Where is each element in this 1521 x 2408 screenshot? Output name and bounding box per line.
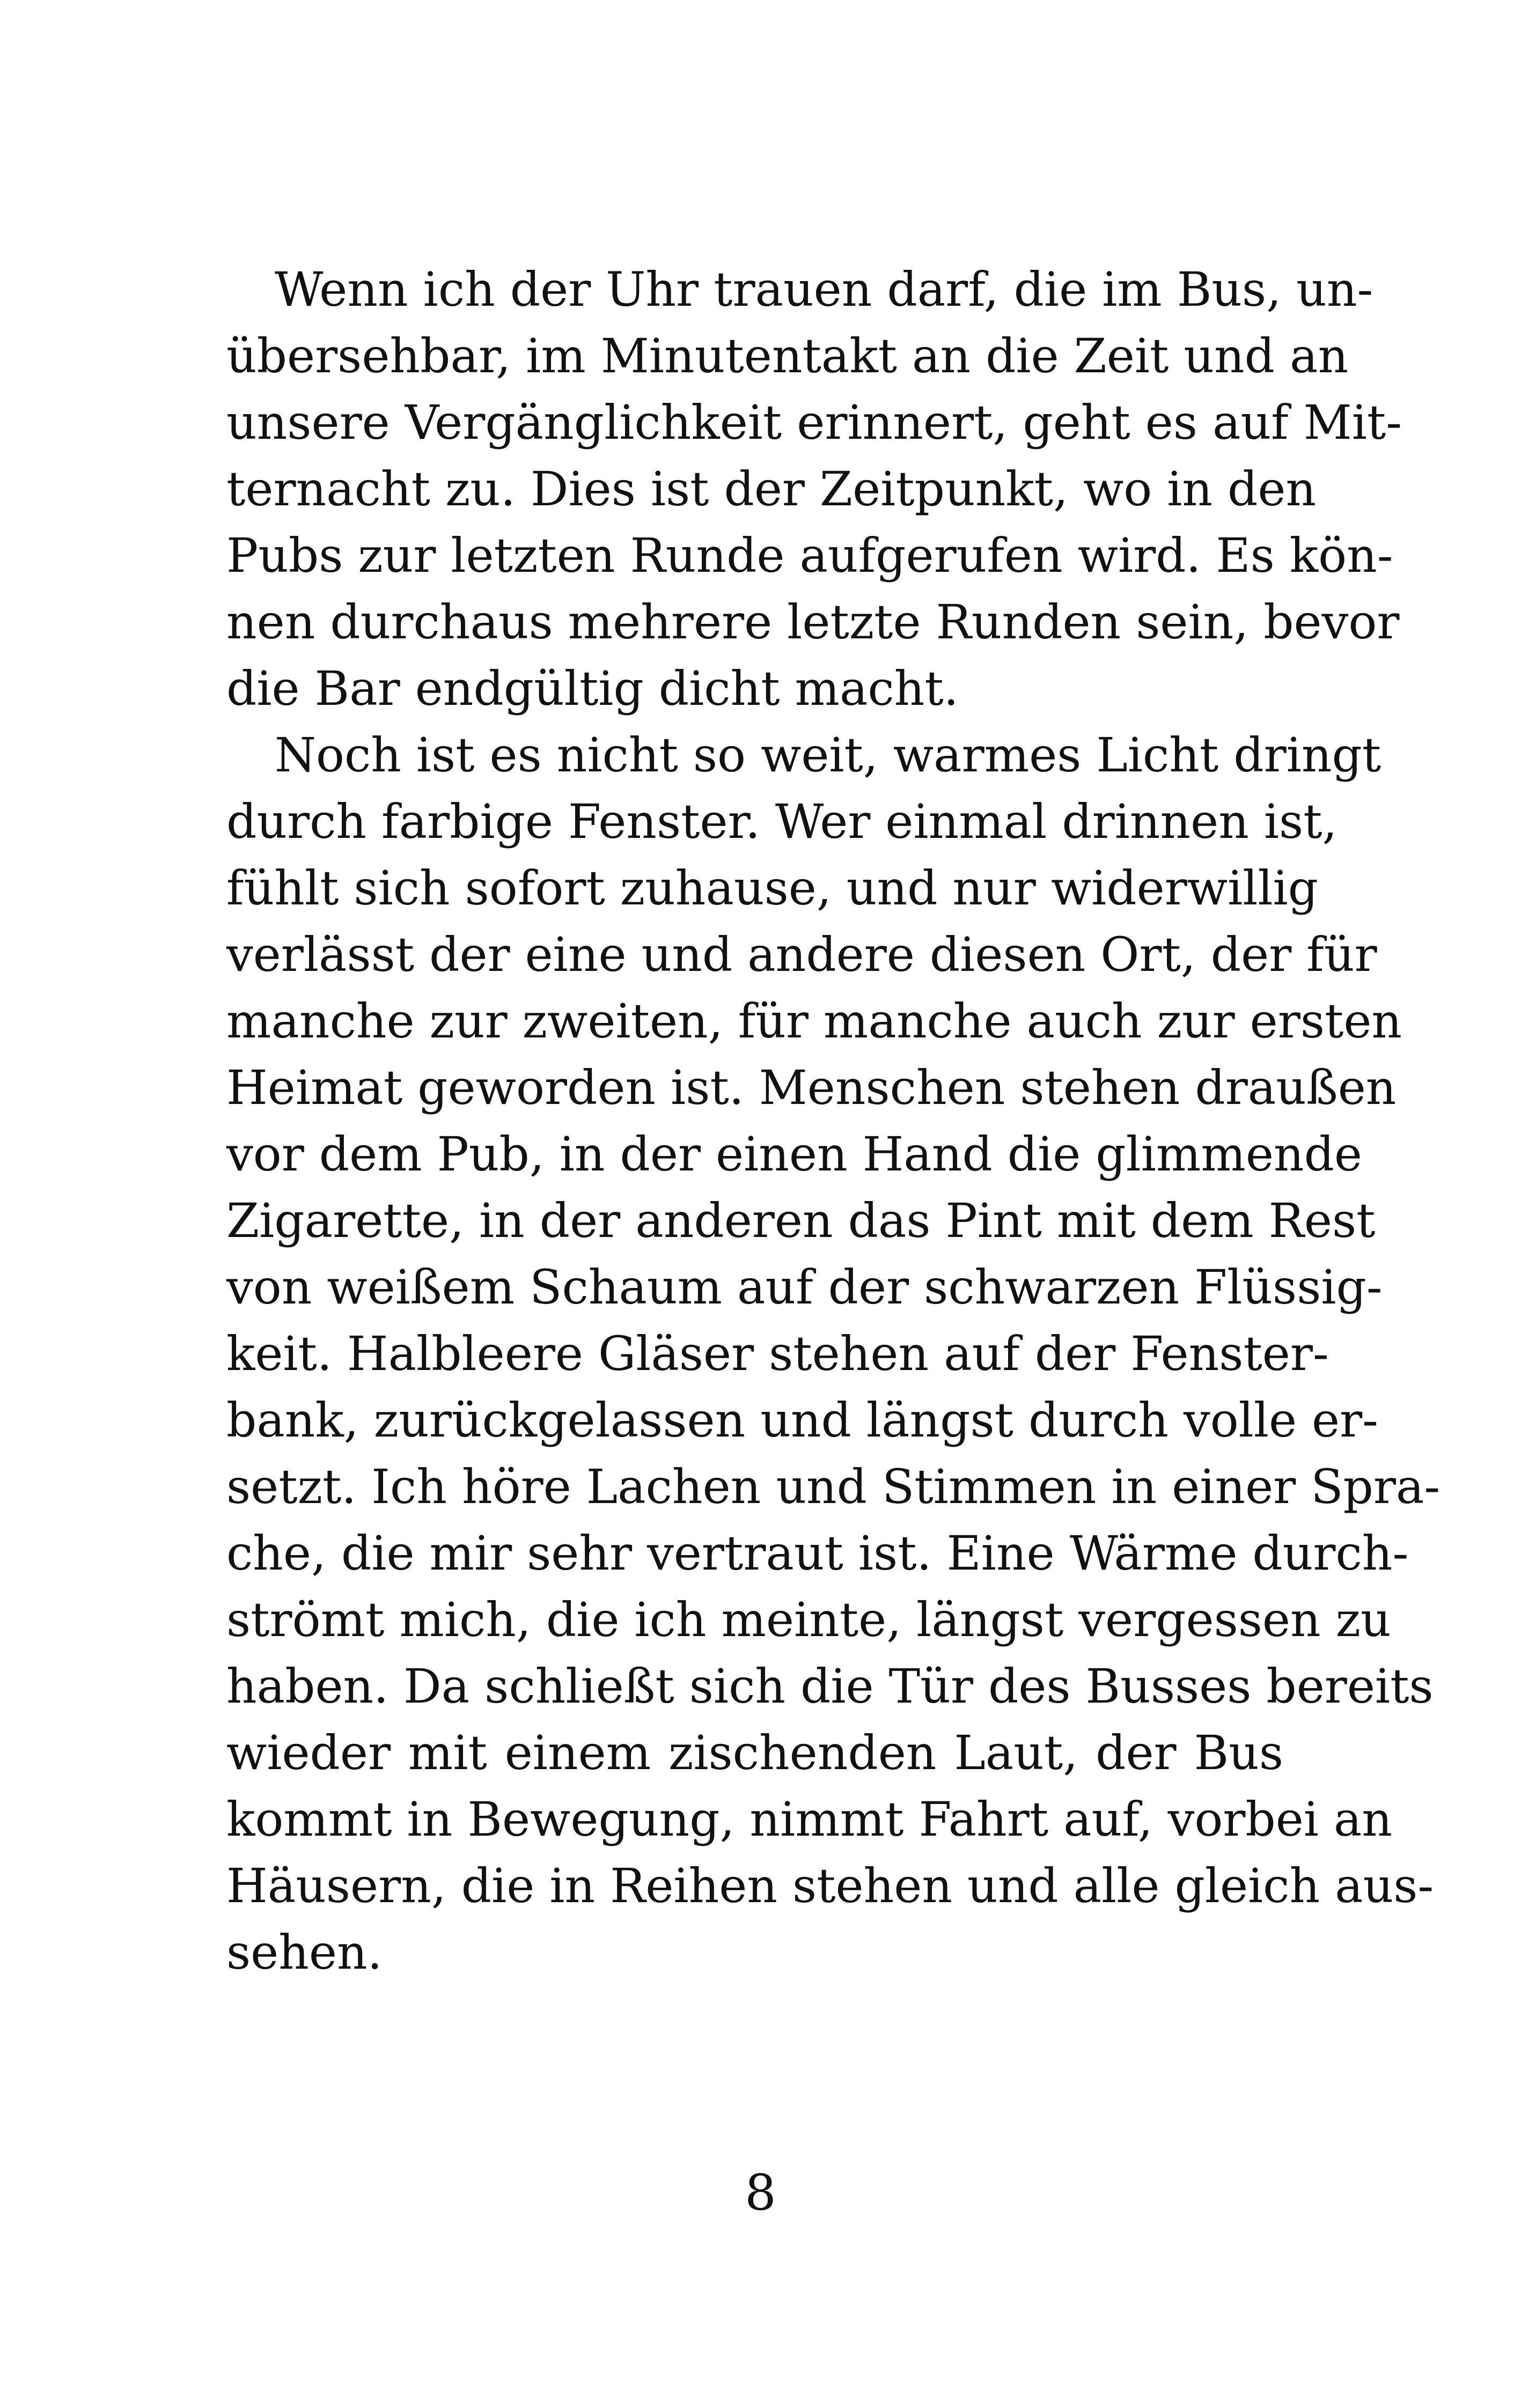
- text-line: kommt in Bewegung, nimmt Fahrt auf, vorbei an: [226, 1792, 1393, 1847]
- text-line: fühlt sich sofort zuhause, und nur widerwillig: [226, 860, 1318, 916]
- text-line: übersehbar, im Minutentakt an die Zeit und an: [226, 328, 1349, 384]
- text-line: keit. Halbleere Gläser stehen auf der Fenster-: [226, 1326, 1329, 1381]
- text-line: Pubs zur letzten Runde aufgerufen wird. Es kön-: [226, 528, 1393, 583]
- text-line: Heimat geworden ist. Menschen stehen draußen: [226, 1060, 1397, 1115]
- text-line: haben. Da schließt sich die Tür des Busses bereits: [226, 1659, 1434, 1714]
- text-line: manche zur zweiten, für manche auch zur ersten: [226, 993, 1402, 1049]
- text-line: durch farbige Fenster. Wer einmal drinnen ist,: [226, 794, 1338, 849]
- text-line: wieder mit einem zischenden Laut, der Bus: [226, 1725, 1283, 1780]
- text-line: che, die mir sehr vertraut ist. Eine Wärme durch-: [226, 1526, 1409, 1581]
- text-line: von weißem Schaum auf der schwarzen Flüssig-: [226, 1260, 1383, 1315]
- text-line: ternacht zu. Dies ist der Zeitpunkt, wo in den: [226, 461, 1317, 517]
- text-line: verlässt der eine und andere diesen Ort, der für: [226, 927, 1377, 982]
- text-line: vor dem Pub, in der einen Hand die glimmende: [226, 1126, 1362, 1182]
- text-line: die Bar endgültig dicht macht.: [226, 661, 959, 716]
- text-line: Wenn ich der Uhr trauen darf, die im Bus, un-: [275, 262, 1373, 317]
- text-line: Noch ist es nicht so weit, warmes Licht dringt: [275, 727, 1382, 783]
- text-line: setzt. Ich höre Lachen und Stimmen in einer Spra-: [226, 1459, 1441, 1514]
- text-line: sehen.: [226, 1925, 383, 1980]
- text-line: unsere Vergänglichkeit erinnert, geht es auf Mit-: [226, 395, 1402, 450]
- text-line: Zigarette, in der anderen das Pint mit dem Rest: [226, 1193, 1376, 1248]
- text-line: bank, zurückgelassen und längst durch volle er-: [226, 1393, 1378, 1448]
- text-line: strömt mich, die ich meinte, längst vergessen zu: [226, 1592, 1391, 1647]
- page-number: 8: [745, 2164, 776, 2221]
- body-text: [226, 256, 1441, 1986]
- text-line: nen durchaus mehrere letzte Runden sein, bevor: [226, 594, 1400, 650]
- text-line: Häusern, die in Reihen stehen und alle gleich aus-: [226, 1858, 1434, 1913]
